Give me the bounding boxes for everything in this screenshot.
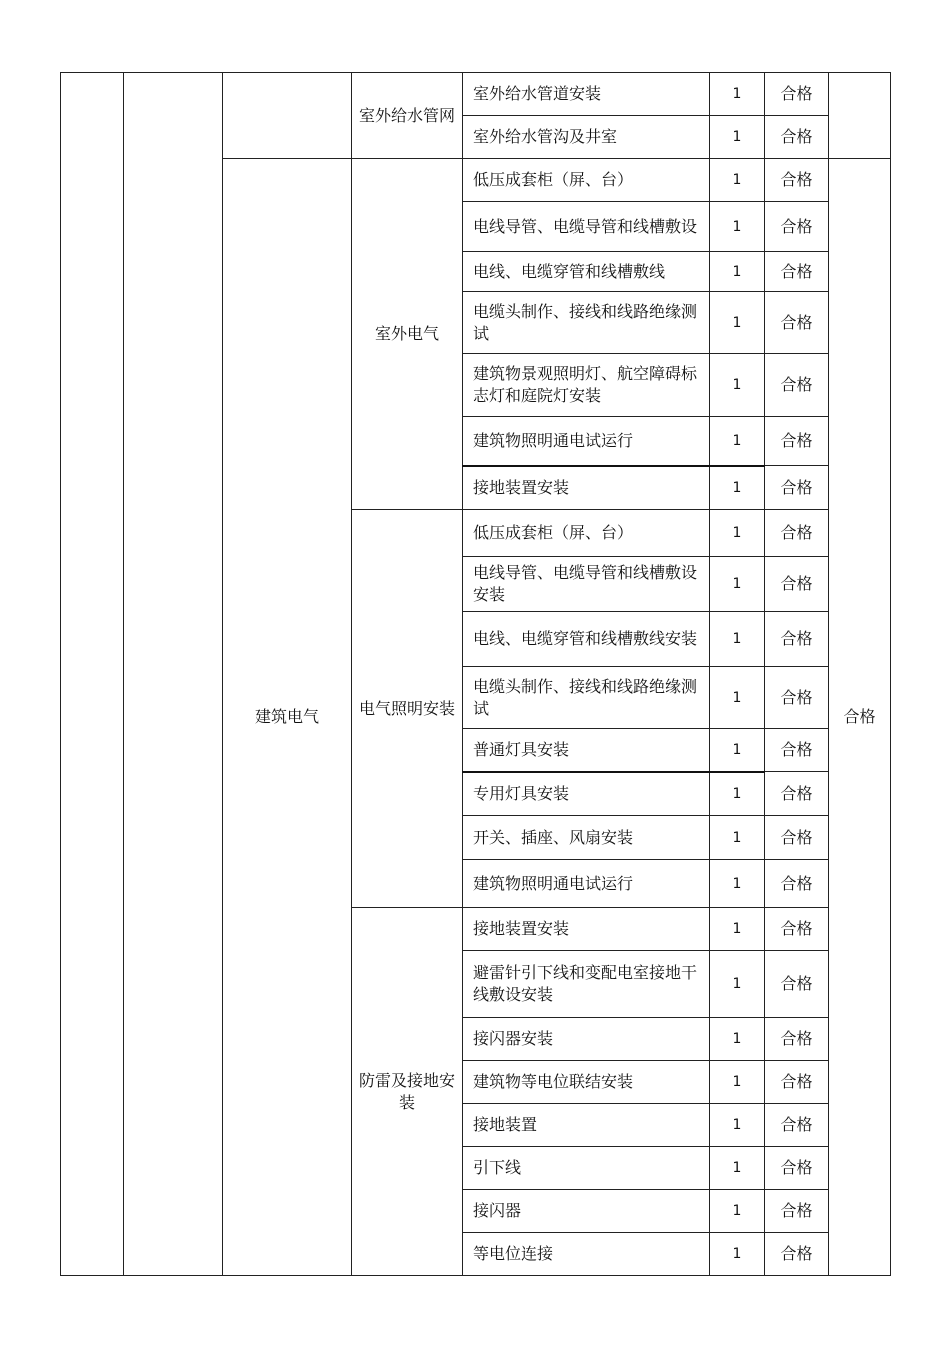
count-cell: 1 — [710, 772, 765, 816]
item-cell: 低压成套柜（屏、台） — [463, 159, 710, 202]
result-cell: 合格 — [765, 1061, 829, 1104]
result-cell: 合格 — [765, 159, 829, 202]
result-cell: 合格 — [765, 612, 829, 667]
subdivision-cell: 室外给水管网 — [352, 73, 463, 159]
result-cell: 合格 — [765, 510, 829, 557]
item-cell: 建筑物等电位联结安装 — [463, 1061, 710, 1104]
item-cell: 避雷针引下线和变配电室接地干线敷设安装 — [463, 951, 710, 1018]
item-cell: 低压成套柜（屏、台） — [463, 510, 710, 557]
blank-col-2 — [124, 73, 223, 1276]
result-cell: 合格 — [765, 667, 829, 729]
item-cell: 接闪器安装 — [463, 1018, 710, 1061]
count-cell: 1 — [710, 466, 765, 510]
item-cell: 接闪器 — [463, 1190, 710, 1233]
result-cell: 合格 — [765, 252, 829, 292]
count-cell: 1 — [710, 816, 765, 860]
count-cell: 1 — [710, 729, 765, 772]
result-cell: 合格 — [765, 73, 829, 116]
result-cell: 合格 — [765, 951, 829, 1018]
count-cell: 1 — [710, 159, 765, 202]
result-cell: 合格 — [765, 1233, 829, 1276]
count-cell: 1 — [710, 354, 765, 417]
item-cell: 开关、插座、风扇安装 — [463, 816, 710, 860]
result-cell: 合格 — [765, 116, 829, 159]
item-cell: 电线导管、电缆导管和线槽敷设安装 — [463, 557, 710, 612]
division-cell: 建筑电气 — [223, 159, 352, 1276]
count-cell: 1 — [710, 1104, 765, 1147]
item-cell: 电线、电缆穿管和线槽敷线 — [463, 252, 710, 292]
count-cell: 1 — [710, 612, 765, 667]
blank-col-1 — [61, 73, 124, 1276]
item-cell: 电线、电缆穿管和线槽敷线安装 — [463, 612, 710, 667]
count-cell: 1 — [710, 292, 765, 354]
item-cell: 室外给水管道安装 — [463, 73, 710, 116]
count-cell: 1 — [710, 116, 765, 159]
item-cell: 室外给水管沟及井室 — [463, 116, 710, 159]
result-cell: 合格 — [765, 1147, 829, 1190]
count-cell: 1 — [710, 1147, 765, 1190]
item-cell: 普通灯具安装 — [463, 729, 710, 772]
division-result-cell: 合格 — [829, 159, 891, 1276]
subdivision-cell: 防雷及接地安装 — [352, 908, 463, 1276]
item-cell: 建筑物景观照明灯、航空障碍标志灯和庭院灯安装 — [463, 354, 710, 417]
subdivision-cell: 室外电气 — [352, 159, 463, 510]
count-cell: 1 — [710, 908, 765, 951]
count-cell: 1 — [710, 951, 765, 1018]
item-cell: 接地装置 — [463, 1104, 710, 1147]
count-cell: 1 — [710, 252, 765, 292]
item-cell: 建筑物照明通电试运行 — [463, 417, 710, 466]
subdivision-cell: 电气照明安装 — [352, 510, 463, 908]
result-cell: 合格 — [765, 1190, 829, 1233]
count-cell: 1 — [710, 73, 765, 116]
item-cell: 专用灯具安装 — [463, 772, 710, 816]
item-cell: 引下线 — [463, 1147, 710, 1190]
item-cell: 电缆头制作、接线和线路绝缘测试 — [463, 292, 710, 354]
result-cell: 合格 — [765, 729, 829, 772]
item-cell: 等电位连接 — [463, 1233, 710, 1276]
result-cell: 合格 — [765, 860, 829, 908]
result-cell: 合格 — [765, 202, 829, 252]
count-cell: 1 — [710, 557, 765, 612]
result-cell: 合格 — [765, 1018, 829, 1061]
result-cell: 合格 — [765, 772, 829, 816]
result-cell: 合格 — [765, 908, 829, 951]
item-cell: 接地装置安装 — [463, 466, 710, 510]
count-cell: 1 — [710, 1018, 765, 1061]
result-cell: 合格 — [765, 354, 829, 417]
result-cell: 合格 — [765, 816, 829, 860]
count-cell: 1 — [710, 1233, 765, 1276]
result-cell: 合格 — [765, 1104, 829, 1147]
blank-result-cell — [829, 73, 891, 159]
count-cell: 1 — [710, 860, 765, 908]
item-cell: 建筑物照明通电试运行 — [463, 860, 710, 908]
item-cell: 接地装置安装 — [463, 908, 710, 951]
item-cell: 电缆头制作、接线和线路绝缘测试 — [463, 667, 710, 729]
blank-division-cell — [223, 73, 352, 159]
result-cell: 合格 — [765, 417, 829, 466]
result-cell: 合格 — [765, 292, 829, 354]
count-cell: 1 — [710, 667, 765, 729]
count-cell: 1 — [710, 1190, 765, 1233]
result-cell: 合格 — [765, 466, 829, 510]
result-cell: 合格 — [765, 557, 829, 612]
count-cell: 1 — [710, 202, 765, 252]
count-cell: 1 — [710, 417, 765, 466]
item-cell: 电线导管、电缆导管和线槽敷设 — [463, 202, 710, 252]
count-cell: 1 — [710, 510, 765, 557]
acceptance-table — [60, 72, 891, 1276]
count-cell: 1 — [710, 1061, 765, 1104]
